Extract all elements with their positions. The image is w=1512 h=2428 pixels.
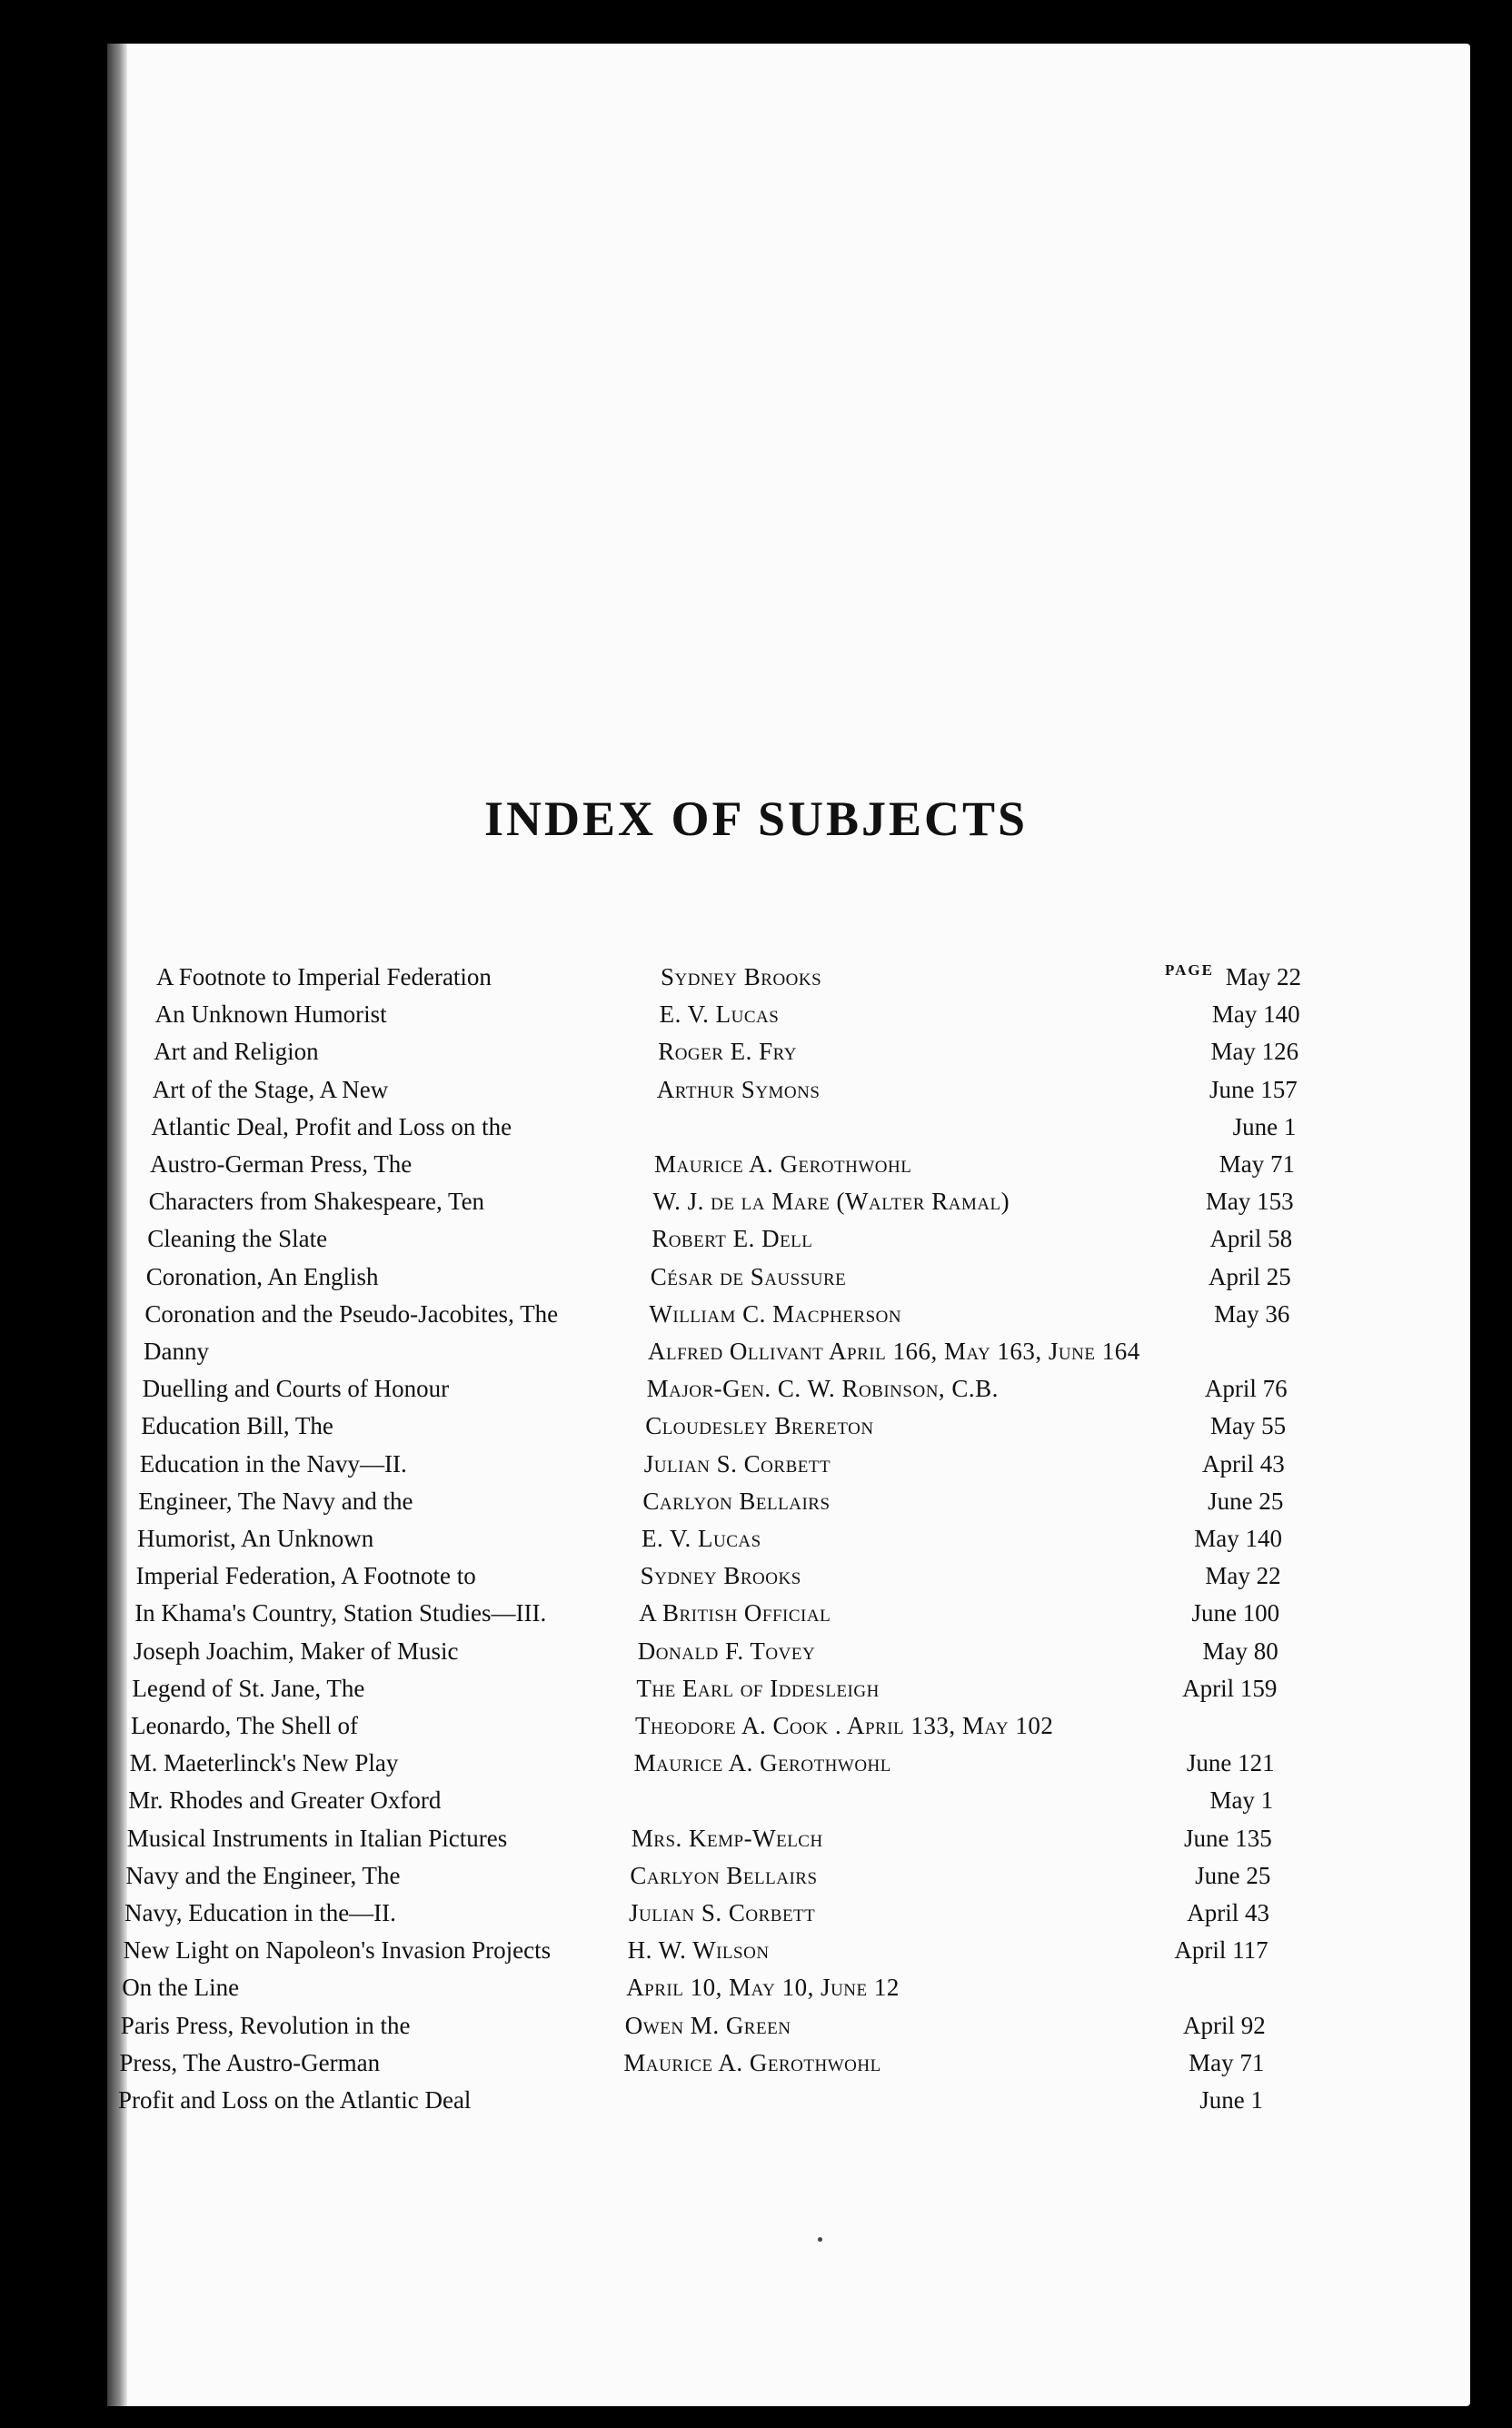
entry-subject: Navy, Education in the—II. [124, 1899, 396, 1926]
entry-page-ref: June 1 [1199, 2086, 1263, 2114]
entry-author: Julian S. Corbett [629, 1899, 816, 1926]
index-entry [141, 1412, 1286, 1448]
index-entry [136, 1562, 1281, 1598]
entry-page-ref: May 126 [1210, 1038, 1299, 1066]
index-entry [144, 1300, 1289, 1337]
entry-page-ref: April 58 [1209, 1225, 1293, 1253]
entry-page-ref: April 117 [1174, 1936, 1268, 1965]
entry-page-ref: June 25 [1208, 1487, 1284, 1515]
entry-author: Arthur Symons [656, 1075, 821, 1103]
entry-page-ref: May 55 [1209, 1412, 1287, 1440]
entry-author: Owen M. Green [624, 2011, 791, 2039]
index-entry [144, 1338, 1288, 1374]
entry-subject: Joseph Joachim, Maker of Music [133, 1637, 459, 1665]
entry-subject: Cleaning the Slate [147, 1225, 328, 1253]
entry-page-ref: April 76 [1204, 1375, 1288, 1403]
entry-author: Julian S. Corbett [643, 1449, 831, 1478]
entry-subject: Mr. Rhodes and Greater Oxford [128, 1786, 442, 1815]
entry-subject: Duelling and Courts of Honour [142, 1375, 450, 1403]
page-column-header: PAGE [1165, 961, 1214, 979]
entry-page-ref: April 92 [1183, 2011, 1266, 2039]
index-entry [150, 1150, 1295, 1187]
index-entry [134, 1599, 1279, 1636]
entry-subject: Legend of St. Jane, The [132, 1674, 365, 1702]
index-entry [137, 1525, 1282, 1561]
entry-page-ref: May 153 [1205, 1188, 1294, 1216]
entry-subject: Humorist, An Unknown [137, 1525, 374, 1552]
entry-author: Maurice A. Gerothwohl [623, 2048, 881, 2076]
index-entry [151, 1113, 1296, 1149]
entry-author: Alfred Ollivant April 166, May 163, June 164 [648, 1338, 1140, 1365]
entry-subject: An Unknown Humorist [154, 1000, 387, 1029]
entry-author: The Earl of Iddesleigh [636, 1674, 880, 1702]
index-entry [121, 2012, 1266, 2048]
entry-author: W. J. de la Mare (Walter Ramal) [652, 1188, 1010, 1216]
index-entry [138, 1488, 1283, 1524]
entry-page-ref: May 22 [1205, 1562, 1281, 1590]
entry-page-ref: April 25 [1209, 1262, 1291, 1290]
entry-author: Mrs. Kemp-Welch [631, 1824, 823, 1852]
entry-subject: Austro-German Press, The [150, 1150, 413, 1178]
entry-author: Theodore A. Cook . April 133, May 102 [635, 1712, 1054, 1739]
entry-author: Maurice A. Gerothwohl [633, 1749, 891, 1777]
entry-page-ref: April 43 [1187, 1899, 1269, 1926]
index-entry [119, 2049, 1264, 2085]
index-entry [124, 1936, 1268, 1973]
entry-page-ref: June 1 [1232, 1112, 1297, 1140]
entry-subject: Atlantic Deal, Profit and Loss on the [151, 1112, 512, 1140]
entry-author: Donald F. Tovey [637, 1637, 816, 1665]
entry-page-ref: May 36 [1214, 1299, 1290, 1328]
index-entry [118, 2086, 1263, 2123]
index-entry [130, 1749, 1275, 1786]
index-entry [127, 1825, 1272, 1861]
index-entry [147, 1225, 1292, 1261]
entry-page-ref: April 159 [1182, 1674, 1278, 1702]
entry-subject: Profit and Loss on the Atlantic Deal [118, 2086, 472, 2114]
entry-author: Maurice A. Gerothwohl [654, 1150, 912, 1178]
index-entry [132, 1675, 1277, 1711]
entry-author: Carlyon Bellairs [642, 1487, 831, 1515]
index-entry [153, 1076, 1298, 1112]
entry-subject: On the Line [122, 1974, 240, 2002]
entry-subject: Education in the Navy—II. [139, 1449, 407, 1478]
entry-author: A British Official [639, 1599, 831, 1627]
entry-page-ref: May 80 [1202, 1637, 1278, 1665]
entry-subject: In Khama's Country, Station Studies—III. [134, 1599, 547, 1627]
index-entry [140, 1450, 1285, 1487]
index-entry [125, 1862, 1270, 1898]
index-entry [155, 1000, 1300, 1037]
entry-page-ref: June 25 [1195, 1861, 1271, 1889]
entry-author: César de Saussure [650, 1262, 847, 1290]
entry-page-ref: April 43 [1202, 1449, 1285, 1478]
index-entry [146, 1263, 1291, 1299]
entry-page-ref: May 71 [1219, 1150, 1295, 1178]
entry-subject: Coronation and the Pseudo-Jacobites, The [144, 1299, 559, 1328]
entry-subject: Leonardo, The Shell of [131, 1712, 358, 1739]
entry-subject: Characters from Shakespeare, Ten [148, 1188, 485, 1216]
entry-author: E. V. Lucas [659, 1000, 780, 1029]
index-entry [143, 1375, 1288, 1411]
entry-subject: Engineer, The Navy and the [138, 1487, 413, 1515]
entry-author: Roger E. Fry [658, 1038, 798, 1066]
entry-subject: Art of the Stage, A New [152, 1075, 389, 1103]
entry-subject: A Footnote to Imperial Federation [156, 963, 492, 990]
index-entry [134, 1637, 1278, 1674]
entry-author: Major-Gen. C. W. Robinson, C.B. [646, 1375, 999, 1403]
entry-author: Carlyon Bellairs [630, 1861, 818, 1889]
entry-author: William C. Macpherson [649, 1299, 902, 1328]
entry-author: Sydney Brooks [640, 1562, 801, 1590]
entry-author: H. W. Wilson [627, 1936, 770, 1965]
entry-page-ref: June 121 [1186, 1749, 1275, 1777]
entry-subject: Coronation, An English [145, 1262, 379, 1290]
entry-page-ref: May 140 [1194, 1525, 1282, 1552]
entry-subject: Press, The Austro-German [119, 2048, 381, 2076]
entry-author: April 10, May 10, June 12 [626, 1974, 900, 2002]
entry-author: Cloudesley Brereton [645, 1412, 874, 1440]
index-entry [128, 1786, 1273, 1823]
entry-subject: New Light on Napoleon's Invasion Projects [123, 1936, 552, 1965]
entry-subject: M. Maeterlinck's New Play [129, 1749, 399, 1777]
index-entry [154, 1038, 1298, 1074]
entry-subject: Imperial Federation, A Footnote to [135, 1562, 476, 1590]
entry-author: E. V. Lucas [642, 1525, 761, 1552]
entry-page-ref: June 100 [1191, 1599, 1280, 1627]
index-entry [122, 1974, 1267, 2010]
entry-page-ref: May 140 [1211, 1000, 1300, 1029]
entry-page-ref: June 157 [1209, 1075, 1298, 1103]
page-title: INDEX OF SUBJECTS [483, 791, 1029, 846]
page-speck [818, 2237, 822, 2242]
entry-subject: Education Bill, The [141, 1412, 333, 1440]
entry-subject: Art and Religion [154, 1038, 319, 1066]
index-entry [149, 1188, 1294, 1224]
index-entry [156, 963, 1301, 1000]
entry-page-ref: May 22 [1225, 963, 1301, 990]
entry-subject: Paris Press, Revolution in the [120, 2011, 411, 2039]
entry-author: Sydney Brooks [661, 963, 822, 990]
index-entry [131, 1712, 1276, 1748]
entry-subject: Musical Instruments in Italian Pictures [126, 1824, 508, 1852]
entry-subject: Navy and the Engineer, The [125, 1861, 401, 1889]
index-entry [124, 1899, 1269, 1935]
entry-page-ref: May 1 [1209, 1786, 1274, 1815]
entry-page-ref: May 71 [1189, 2048, 1265, 2076]
entry-page-ref: June 135 [1184, 1824, 1272, 1852]
entry-subject: Danny [144, 1338, 209, 1365]
entry-author: Robert E. Dell [652, 1225, 813, 1253]
